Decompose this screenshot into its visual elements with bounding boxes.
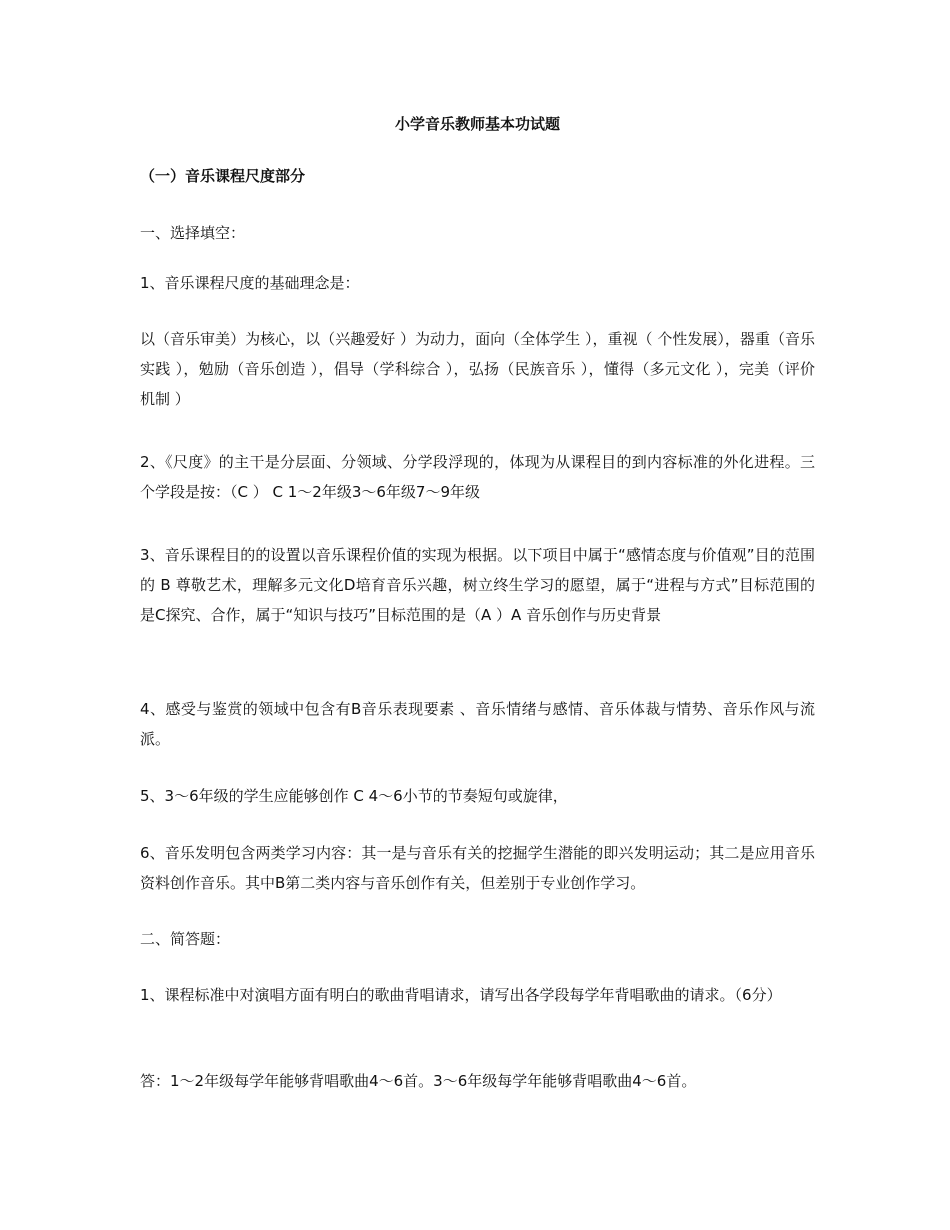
- short-answer-1: 1、课程标准中对演唱方面有明白的歌曲背唱请求，请写出各学段每学年背唱歌曲的请求。（6分）: [140, 986, 782, 1004]
- question-2: 2、《尺度》的主干是分层面、分领域、分学段浮现的，体现为从课程目的到内容标准的外化进程。三个学段是按：（C ） C 1～2年级3～6年级7～9年级: [140, 453, 815, 501]
- section-heading: （一）音乐课程尺度部分: [140, 167, 306, 185]
- question-1-answer: 以（音乐审美）为核心，以（兴趣爱好 ）为动力，面向（全体学生 ），重视（ 个性发展），器重（音乐实践 ），勉励（音乐创造 ），倡导（学科综合 ），弘扬（民族音乐 ），懂得（多元文化 ），完美（评价机制 ）: [140, 330, 815, 408]
- question-3: 3、音乐课程目的的设置以音乐课程价值的实现为根据。以下项目中属于“感情态度与价值观”目的范围的 B 尊敬艺术，理解多元文化D培育音乐兴趣，树立终生学习的愿望，属于“进程与方式”目标范围的是C探究、合作，属于“知识与技巧”目标范围的是（A ）A 音乐创作与历史背景: [140, 546, 815, 624]
- question-4: 4、感受与鉴赏的领域中包含有B音乐表现要素 、音乐情绪与感情、音乐体裁与情势、音乐作风与流派。: [140, 700, 815, 748]
- question-5: 5、3～6年级的学生应能够创作 C 4～6小节的节奏短句或旋律，: [140, 787, 568, 805]
- question-6: 6、音乐发明包含两类学习内容：其一是与音乐有关的挖掘学生潜能的即兴发明运动；其二是应用音乐资料创作音乐。其中B第二类内容与音乐创作有关，但差别于专业创作学习。: [140, 844, 815, 892]
- short-answer-1-answer: 答：1～2年级每学年能够背唱歌曲4～6首。3～6年级每学年能够背唱歌曲4～6首。: [140, 1072, 697, 1090]
- document-title: 小学音乐教师基本功试题: [394, 115, 560, 133]
- heading-fill-in: 一、选择填空：: [140, 224, 246, 242]
- question-1: 1、音乐课程尺度的基础理念是：: [140, 274, 360, 292]
- heading-short-answer: 二、简答题：: [140, 930, 231, 948]
